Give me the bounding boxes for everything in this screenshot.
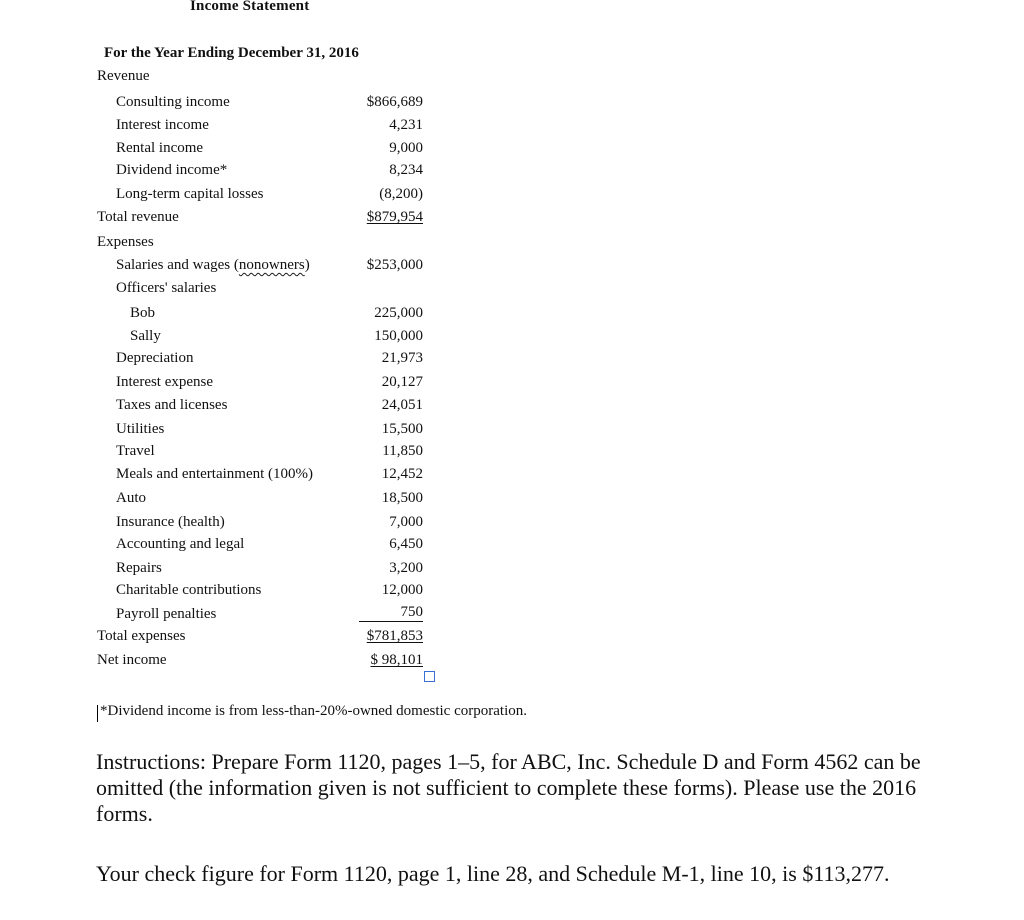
expense-line-label: Meals and entertainment (100%) — [116, 466, 314, 482]
officer-row — [130, 303, 423, 323]
officer-row — [130, 326, 423, 346]
expense-line-label: Repairs — [116, 560, 162, 576]
revenue-line-label: Rental income — [116, 140, 204, 156]
revenue-header-row — [97, 66, 427, 86]
expense-line-amount: 750 — [359, 604, 423, 622]
expense-line-amount: 7,000 — [389, 514, 423, 530]
revenue-line-label: Interest income — [116, 117, 209, 133]
salaries-row — [116, 255, 423, 275]
expense-line-label: Depreciation — [116, 350, 194, 366]
total-expenses-label: Total expenses — [97, 628, 186, 644]
officer-amount: 225,000 — [374, 305, 423, 321]
expense-line-amount: 12,000 — [381, 582, 423, 598]
table-handle-icon[interactable] — [424, 671, 435, 682]
revenue-line — [116, 115, 423, 135]
net-income-label: Net income — [97, 652, 167, 668]
revenue-line — [116, 160, 423, 180]
check-figure-paragraph: Your check figure for Form 1120, page 1, line 28, and Schedule M-1, line 10, is $113,277. — [96, 861, 890, 886]
net-income-amount: $ 98,101 — [370, 652, 423, 668]
revenue-line-amount: 9,000 — [389, 140, 423, 156]
expense-line — [116, 488, 423, 508]
revenue-line-amount: (8,200) — [379, 186, 423, 202]
expense-line-amount: 21,973 — [381, 350, 423, 366]
expense-line-amount: 3,200 — [389, 560, 423, 576]
revenue-line — [116, 92, 423, 112]
revenue-line — [116, 138, 423, 158]
officer-amount: 150,000 — [374, 328, 423, 344]
total-expenses-row — [97, 626, 423, 646]
salaries-amount: $253,000 — [366, 257, 423, 273]
revenue-line — [116, 184, 423, 204]
expense-line-amount: 11,850 — [382, 443, 423, 459]
expense-line — [116, 395, 423, 415]
expense-line-amount: 20,127 — [381, 374, 423, 390]
officer-name: Bob — [130, 305, 156, 321]
expense-line-label: Travel — [116, 443, 155, 459]
expense-line — [116, 534, 423, 554]
revenue-line-label: Dividend income* — [116, 162, 228, 178]
expense-line — [116, 604, 423, 624]
expense-line — [116, 348, 423, 368]
expense-line — [116, 372, 423, 392]
expense-line-amount: 6,450 — [389, 536, 423, 552]
expense-line-amount: 24,051 — [381, 397, 423, 413]
expense-line — [116, 464, 423, 484]
expense-line-label: Accounting and legal — [116, 536, 245, 552]
statement-title: Income Statement — [190, 0, 310, 14]
expense-line — [116, 558, 423, 578]
expense-line-amount: 18,500 — [381, 490, 423, 506]
expenses-header-row — [97, 232, 423, 252]
net-income-row — [97, 650, 423, 670]
officers-header: Officers' salaries — [116, 280, 217, 296]
revenue-line-amount: 8,234 — [389, 162, 423, 178]
spellcheck-word: nonowners — [238, 257, 305, 273]
expense-line-label: Payroll penalties — [116, 606, 217, 622]
expense-line — [116, 419, 423, 439]
instructions-paragraph: Instructions: Prepare Form 1120, pages 1–5, for ABC, Inc. Schedule D and Form 4562 can be omitted (the information given is not sufficient to complete these forms). Please use the 2016 forms. — [96, 749, 921, 826]
expense-line-amount: 15,500 — [381, 421, 423, 437]
revenue-header: Revenue — [97, 68, 150, 84]
salaries-label-prefix: Salaries and wages ( — [116, 257, 239, 273]
expense-line — [116, 580, 423, 600]
dividend-footnote: *Dividend income is from less-than-20%-owned domestic corporation. — [100, 703, 527, 719]
salaries-label-suffix: ) — [304, 257, 310, 273]
expense-line-label: Auto — [116, 490, 146, 506]
revenue-line-amount: $866,689 — [366, 94, 423, 110]
total-revenue-label: Total revenue — [97, 209, 179, 225]
expense-line-label: Interest expense — [116, 374, 214, 390]
expense-line-label: Charitable contributions — [116, 582, 262, 598]
text-cursor — [97, 705, 98, 722]
total-revenue-row — [97, 207, 423, 227]
officers-header-row — [116, 278, 423, 298]
revenue-line-amount: 4,231 — [389, 117, 423, 133]
officer-name: Sally — [130, 328, 161, 344]
expense-line-amount: 12,452 — [381, 466, 423, 482]
expense-line — [116, 512, 423, 532]
salaries-label — [116, 255, 310, 275]
revenue-line-label: Long-term capital losses — [116, 186, 264, 202]
expense-line-label: Taxes and licenses — [116, 397, 228, 413]
total-revenue-amount: $879,954 — [366, 209, 423, 225]
expense-line — [116, 441, 423, 461]
expenses-header: Expenses — [97, 234, 154, 250]
total-expenses-amount: $781,853 — [366, 628, 423, 644]
revenue-line-label: Consulting income — [116, 94, 230, 110]
statement-period: For the Year Ending December 31, 2016 — [104, 45, 359, 61]
expense-line-label: Utilities — [116, 421, 165, 437]
expense-line-label: Insurance (health) — [116, 514, 225, 530]
